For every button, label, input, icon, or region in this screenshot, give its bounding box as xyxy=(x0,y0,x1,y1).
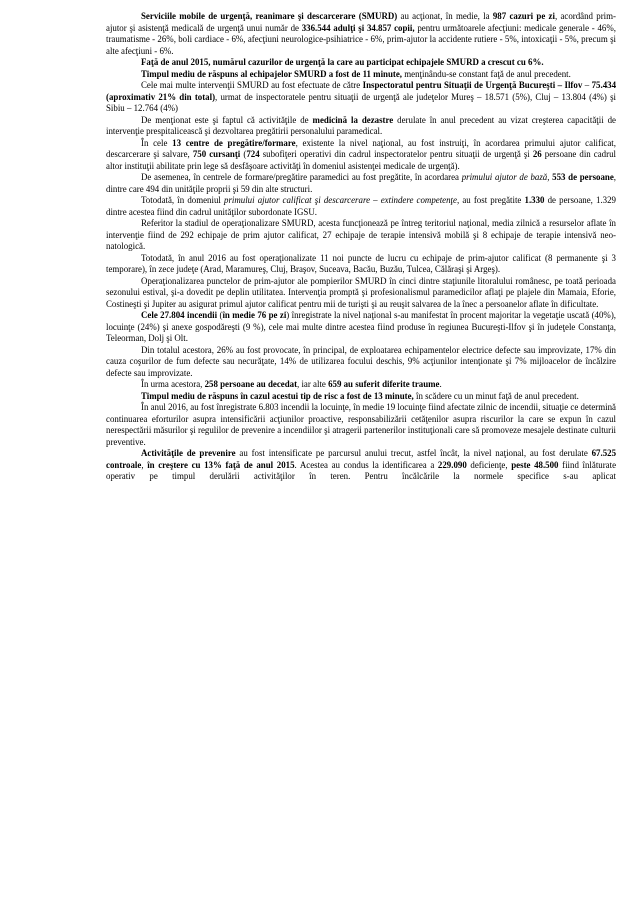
text-run: Totodată, în domeniul xyxy=(141,195,224,205)
text-run: pentru următoarele afecţiuni: medicale generale - 46%, traumatisme - 26%, boli cardiace - 6%, afecţiuni neurologice-psihiatrice - 6%, prim-ajutor la accidente rutiere - 5%, intoxicaţii - 5%, precum şi alte afecţiuni - 6%. xyxy=(106,22,616,56)
bold-text: 724 xyxy=(246,149,260,159)
text-run: , dintre care 494 din unităţile proprii şi 59 din alte structuri. xyxy=(106,172,616,194)
text-run: Referitor la stadiul de operaţionalizare SMURD, acesta funcţionează pe întreg teritoriul naţional, media zilnică a resurselor aflate în intervenţie fiind de 292 echipaje de prim ajutor calificat, 27 echipaje de terapie intensivă mobilă şi 8 echipaje de terapie intensivă neo-natologică. xyxy=(106,218,616,251)
bold-text: 229.090 xyxy=(437,459,467,470)
text-run: ( xyxy=(240,149,247,159)
text-run: subofiţeri operativi din cadrul inspectoratelor pentru situaţii de urgenţă şi xyxy=(259,149,533,159)
paragraph xyxy=(106,11,616,57)
bold-text: 336.544 adulţi şi 34.857 copii, xyxy=(301,22,415,33)
bold-text: Timpul mediu de răspuns în cazul acestui tip de risc a fost de 13 minute, xyxy=(141,390,414,401)
bold-text: în medie 76 pe zi xyxy=(222,310,287,320)
paragraph xyxy=(106,57,616,69)
text-run: derulate în anul precedent au vizat creşterea capacităţii de intervenţie prespitalicească şi dezvoltarea pregătirii personalului paramedical. xyxy=(106,114,616,136)
paragraph xyxy=(106,379,616,391)
italic-text: primului ajutor de bază, xyxy=(461,172,550,182)
text-run: De asemenea, în centrele de formare/pregătire paramedici au fost pregătite, în acordarea xyxy=(141,172,462,182)
bold-text: Faţă de anul 2015, numărul cazurilor de urgenţă la care au participat echipajele SMURD a crescut cu 6%. xyxy=(141,57,544,67)
text-run: În urma acestora, xyxy=(141,379,205,389)
bold-text: 659 au suferit diferite traume xyxy=(328,379,440,389)
text-run: , acordând prim-ajutor şi asistenţă medicală de urgenţă unui număr de xyxy=(106,11,616,33)
text-run: De menţionat este şi faptul că activităţile de xyxy=(141,114,313,125)
bold-text: Timpul mediu de răspuns al echipajelor SMURD a fost de 11 minute, xyxy=(141,68,403,79)
paragraph xyxy=(106,115,616,138)
text-run: În cele xyxy=(141,137,173,148)
paragraph xyxy=(106,402,616,448)
text-run: au acţionat, în medie, la xyxy=(397,11,493,21)
paragraph xyxy=(106,391,616,403)
paragraph xyxy=(106,218,616,253)
paragraph xyxy=(106,195,616,218)
bold-text: 750 cursanţi xyxy=(192,149,241,159)
bold-text: 75.434 (aproximativ 21% din total) xyxy=(106,80,617,102)
bold-text: 258 persoane au decedat xyxy=(204,379,298,389)
italic-text: primului ajutor calificat şi descarcerare – extindere competenţe, xyxy=(224,195,460,205)
paragraph xyxy=(106,172,616,195)
bold-text: Serviciile mobile de urgenţă, reanimare şi descarcerare (SMURD) xyxy=(141,11,398,21)
bold-text: 553 de persoane xyxy=(552,172,614,182)
bold-text: Cele 27.804 incendii xyxy=(141,310,218,320)
text-run: Operaţionalizarea punctelor de prim-ajutor ale pompierilor SMURD în cinci dintre staţiunile litoralului românesc, pe toată perioada sezonului estival, şi-a dovedit pe deplin utilitatea. Intervenţia promptă şi profesionalismul paramedicilor aflaţi pe plajele din Mamaia, Eforie, Costineşti şi Jupiter au asigurat primul ajutor calificat pentru mii de turişti şi au reuşit salvarea de la înec a persoanelor aflate în dificultate. xyxy=(106,275,616,309)
text-run: , iar alte xyxy=(297,379,329,389)
text-run: în scădere cu un minut faţă de anul precedent. xyxy=(413,390,579,401)
text-run: au fost intensificate pe parcursul anului trecut, astfel încât, la nivel naţional, au fost derulate xyxy=(235,448,592,458)
text-run: Totodată, în anul 2016 au fost operaţionalizate 11 noi puncte de lucru cu echipaje de prim-ajutor calificat (8 permanente şi 3 temporare), în zece judeţe (Arad, Maramureş, Cluj, Braşov, Suceava, Bacău, Buzău, Tulcea, Călăraşi şi Argeş). xyxy=(106,252,616,274)
bold-text: 1.330 xyxy=(524,195,545,205)
bold-text: peste 48.500 xyxy=(511,459,559,470)
bold-text: 13 centre de pregătire/formare xyxy=(172,137,296,148)
text-run: În anul 2016, au fost înregistrate 6.803 incendii la locuinţe, în medie 19 locuinţe fiind afectate zilnic de incendii, situaţie ce determină continuarea eforturilor asupra intensificării acţiunilor proactive, responsabilizării cetăţenilor asupra riscurilor la care se expun în cazul nerespectării măsurilor şi regulilor de prevenire a incendiilor şi atragerii partenerilor instituţionali care să promoveze mesajele destinate culturii preventive. xyxy=(106,402,616,447)
text-run: , xyxy=(141,459,148,470)
text-run: ( xyxy=(217,310,223,320)
text-run: , urmat de inspectoratele pentru situaţii de urgenţă ale judeţelor Mureş – 18.571 (5%), Cluj – 13.804 (4%) şi Sibiu – 12.764 (4%) xyxy=(106,91,616,113)
text-run: de persoane, 1.329 dintre acestea fiind din cadrul unităţilor subordonate IGSU. xyxy=(106,195,616,217)
bold-text: 26 xyxy=(532,149,542,159)
bold-text: 67.525 controale xyxy=(106,448,616,470)
paragraph xyxy=(106,69,616,81)
paragraph xyxy=(106,80,616,115)
bold-text: în creştere cu 13% faţă de anul 2015 xyxy=(147,459,295,470)
text-run: , existente la nivel naţional, au fost instruiţi, în acordarea primului ajutor calificat, descarcerare şi salvare, xyxy=(106,137,616,159)
text-run: ) înregistrate la nivel naţional s-au manifestat în procent majoritar la vegetaţie uscată (40%), locuinţe (24%) şi anexe gospodăreşti (9 %), cele mai multe dintre acestea fiind produse în regiunea Bucureşti-Ilfov şi în judeţele Constanţa, Teleorman, Dolj şi Olt. xyxy=(106,310,616,343)
paragraph xyxy=(106,138,616,173)
text-run: deficienţe, xyxy=(466,459,512,470)
text-run: Din totalul acestora, 26% au fost provocate, în principal, de exploatarea echipamentelor electrice defecte sau improvizate, 17% din cauza coşurilor de fum defecte sau necurăţate, 14% de utilizarea focului deschis, 9% acţiunilor intenţionate şi 7% mijloacelor de încălzire defecte sau improvizate. xyxy=(106,344,616,378)
text-run: Cele mai multe intervenţii SMURD au fost efectuate de către xyxy=(141,80,363,90)
paragraph xyxy=(106,310,616,345)
bold-text: medicină la dezastre xyxy=(312,114,394,125)
text-run: persoane din cadrul altor instituţii abilitate prin lege să desfăşoare activităţi în domeniul asistenţei medicale de urgenţă). xyxy=(106,149,616,171)
text-run: – xyxy=(582,80,592,90)
bold-text: 987 cazuri pe zi xyxy=(492,11,555,21)
paragraph xyxy=(106,253,616,276)
paragraph xyxy=(106,276,616,311)
text-run: au fost pregătite xyxy=(459,195,525,205)
bold-text: Inspectoratul pentru Situaţii de Urgenţă Bucureşti – Ilfov xyxy=(362,80,583,90)
bold-text: Activităţile de prevenire xyxy=(141,448,236,458)
text-run: menţinându-se constant faţă de anul precedent. xyxy=(402,68,571,79)
paragraph xyxy=(106,345,616,380)
text-run: fiind înlăturate operativ pe timpul derulării activităţilor în teren. Pentru încălcările la normele specifice s-au aplicat xyxy=(106,459,617,481)
text-run: . xyxy=(439,379,442,389)
paragraph xyxy=(106,448,616,483)
text-run: . Acestea au condus la identificarea a xyxy=(294,459,438,470)
